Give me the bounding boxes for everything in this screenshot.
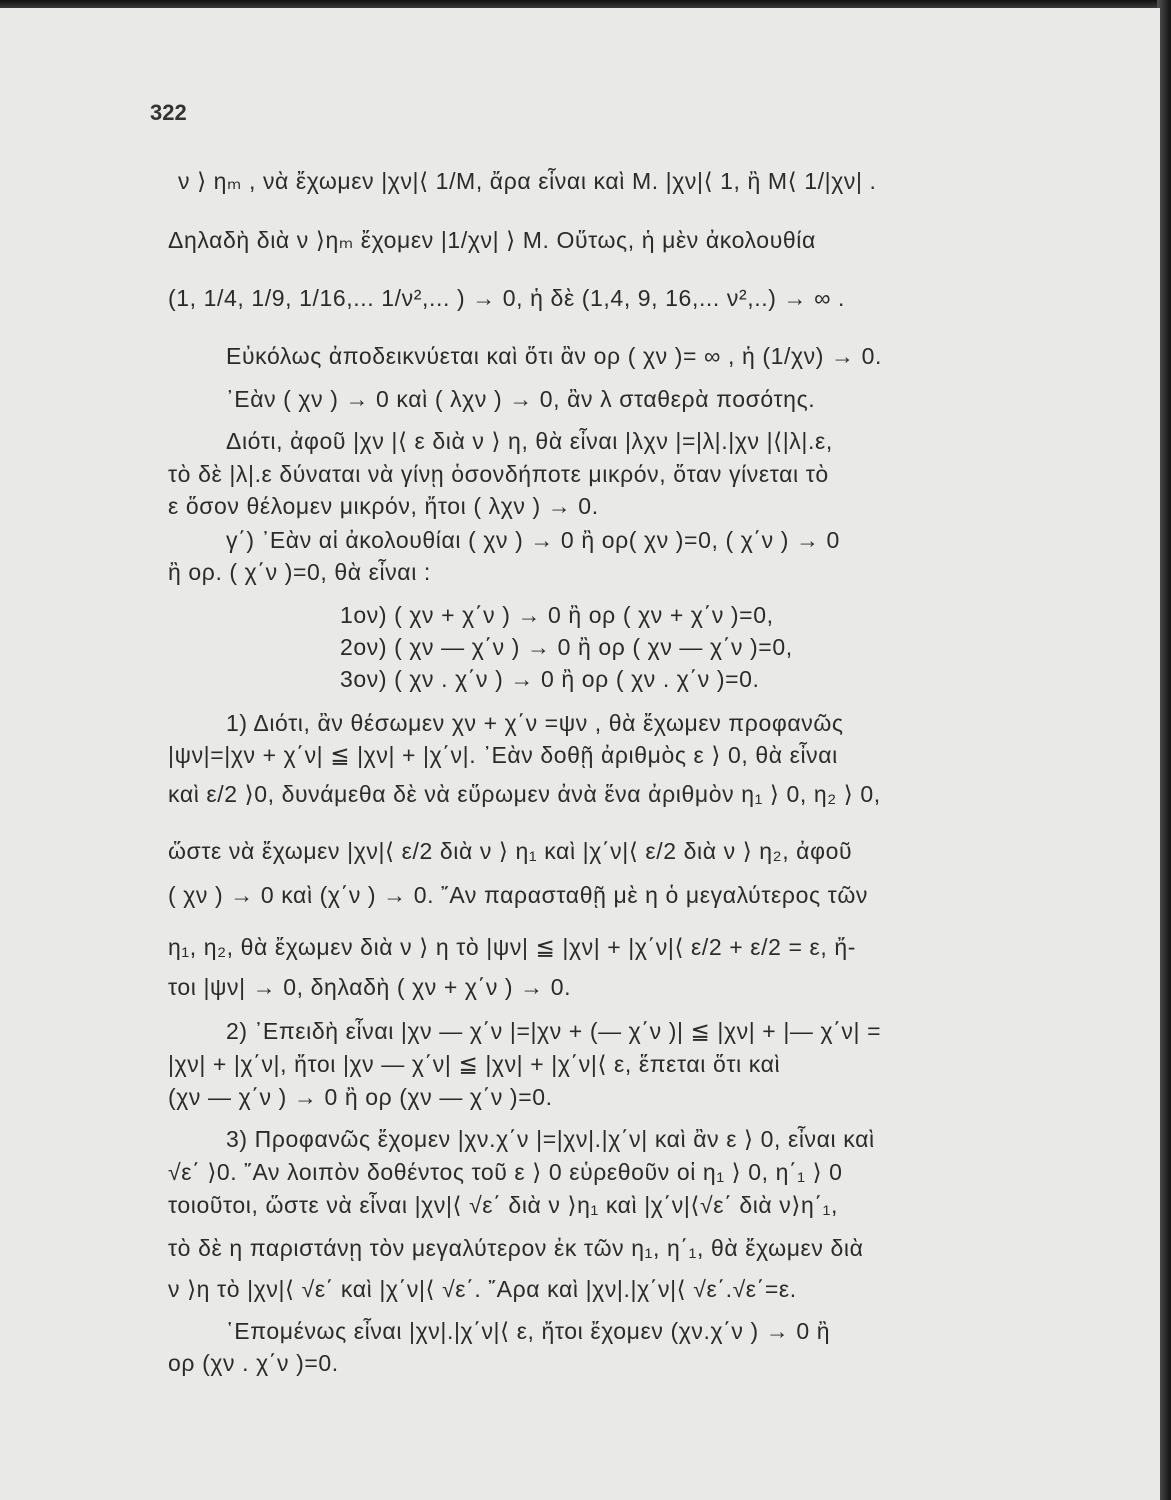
text-line: γ΄) ᾿Εὰν αἱ ἀκολουθίαι ( χν ) → 0 ἢ ορ( χν )=0, ( χ΄ν ) → 0 <box>226 527 840 553</box>
text-line: Εὐκόλως ἀποδεικνύεται καὶ ὅτι ἂν ορ ( χν )= ∞ , ἡ (1/χν) → 0. <box>226 343 882 369</box>
text-line: 1ον) ( χν + χ΄ν ) → 0 ἢ ορ ( χν + χ΄ν )=0, <box>340 602 774 628</box>
text-line: (1, 1/4, 1/9, 1/16,... 1/ν²,... ) → 0, ἡ δὲ (1,4, 9, 16,... ν²,..) → ∞ . <box>168 285 846 311</box>
text-line: Διότι, ἀφοῦ |χν |⟨ ε διὰ ν ⟩ η, θὰ εἶναι |λχν |=|λ|.|χν |⟨|λ|.ε, <box>226 428 833 454</box>
text-line: τὸ δὲ η παριστάνῃ τὸν μεγαλύτερον ἐκ τῶν η₁, η΄₁, θὰ ἔχωμεν διὰ <box>168 1235 864 1261</box>
text-line: 1) Διότι, ἂν θέσωμεν χν + χ΄ν =ψν , θὰ ἔχωμεν προφανῶς <box>226 710 844 736</box>
text-line: ν ⟩ ηₘ , νὰ ἔχωμεν |χν|⟨ 1/M, ἄρα εἶναι καὶ Μ. |χν|⟨ 1, ἢ Μ⟨ 1/|χν| . <box>178 168 877 194</box>
text-line: √ε΄ ⟩0. ῎Αν λοιπὸν δοθέντος τοῦ ε ⟩ 0 εὑρεθοῦν οἱ η₁ ⟩ 0, η΄₁ ⟩ 0 <box>168 1159 843 1185</box>
text-line: ἢ ορ. ( χ΄ν )=0, θὰ εἶναι : <box>168 559 431 585</box>
text-line: ε ὅσον θέλομεν μικρόν, ἤτοι ( λχν ) → 0. <box>168 493 599 519</box>
text-line: 2ον) ( χν — χ΄ν ) → 0 ἢ ορ ( χν — χ΄ν )=0, <box>340 634 793 660</box>
text-line: καὶ ε/2 ⟩0, δυνάμεθα δὲ νὰ εὕρωμεν ἀνὰ ἕνα ἀριθμὸν η₁ ⟩ 0, η₂ ⟩ 0, <box>168 781 881 807</box>
text-line: 3) Προφανῶς ἔχομεν |χν.χ΄ν |=|χν|.|χ΄ν| καὶ ἂν ε ⟩ 0, εἶναι καὶ <box>226 1126 875 1152</box>
text-line: |ψν|=|χν + χ΄ν| ≦ |χν| + |χ΄ν|. ᾿Εὰν δοθῇ ἀριθμὸς ε ⟩ 0, θὰ εἶναι <box>168 742 838 768</box>
text-line: (χν — χ΄ν ) → 0 ἢ ορ (χν — χ΄ν )=0. <box>168 1084 553 1110</box>
text-line: ᾿Εὰν ( χν ) → 0 καὶ ( λχν ) → 0, ἂν λ σταθερὰ ποσότης. <box>226 386 816 412</box>
text-line: ῾Επομένως εἶναι |χν|.|χ΄ν|⟨ ε, ἤτοι ἔχομεν (χν.χ΄ν ) → 0 ἢ <box>226 1318 831 1344</box>
text-line: τοιοῦτοι, ὥστε νὰ εἶναι |χν|⟨ √ε΄ διὰ ν ⟩η₁ καὶ |χ΄ν|⟨√ε΄ διὰ ν⟩η΄₁, <box>168 1192 838 1218</box>
text-line: τὸ δὲ |λ|.ε δύναται νὰ γίνῃ ὁσονδήποτε μικρόν, ὅταν γίνεται τὸ <box>168 461 829 487</box>
text-line: ( χν ) → 0 καὶ (χ΄ν ) → 0. ῎Αν παρασταθῇ μὲ η ὁ μεγαλύτερος τῶν <box>168 882 868 908</box>
text-line: ν ⟩η τὸ |χν|⟨ √ε΄ καὶ |χ΄ν|⟨ √ε΄. ῎Αρα καὶ |χν|.|χ΄ν|⟨ √ε΄.√ε΄=ε. <box>168 1276 797 1302</box>
text-line: 2) ᾿Επειδὴ εἶναι |χν — χ΄ν |=|χν + (— χ΄ν )| ≦ |χν| + |— χ΄ν| = <box>226 1018 882 1044</box>
text-line: |χν| + |χ΄ν|, ἤτοι |χν — χ΄ν| ≦ |χν| + |χ΄ν|⟨ ε, ἕπεται ὅτι καὶ <box>168 1051 781 1077</box>
text-line: τοι |ψν| → 0, δηλαδὴ ( χν + χ΄ν ) → 0. <box>168 974 572 1000</box>
text-line: 3ον) ( χν . χ΄ν ) → 0 ἢ ορ ( χν . χ΄ν )=0. <box>340 666 760 692</box>
book-page <box>0 8 1160 1500</box>
text-line: ὥστε νὰ ἔχωμεν |χν|⟨ ε/2 διὰ ν ⟩ η₁ καὶ |χ΄ν|⟨ ε/2 διὰ ν ⟩ η₂, ἀφοῦ <box>168 838 853 864</box>
text-line: ορ (χν . χ΄ν )=0. <box>168 1350 339 1376</box>
text-line: Δηλαδὴ διὰ ν ⟩ηₘ ἔχομεν |1/χν| ⟩ Μ. Οὕτως, ἡ μὲν ἀκολουθία <box>168 227 816 253</box>
text-line: η₁, η₂, θὰ ἔχωμεν διὰ ν ⟩ η τὸ |ψν| ≦ |χν| + |χ΄ν|⟨ ε/2 + ε/2 = ε, ἤ- <box>168 934 857 960</box>
page-number: 322 <box>150 100 187 125</box>
